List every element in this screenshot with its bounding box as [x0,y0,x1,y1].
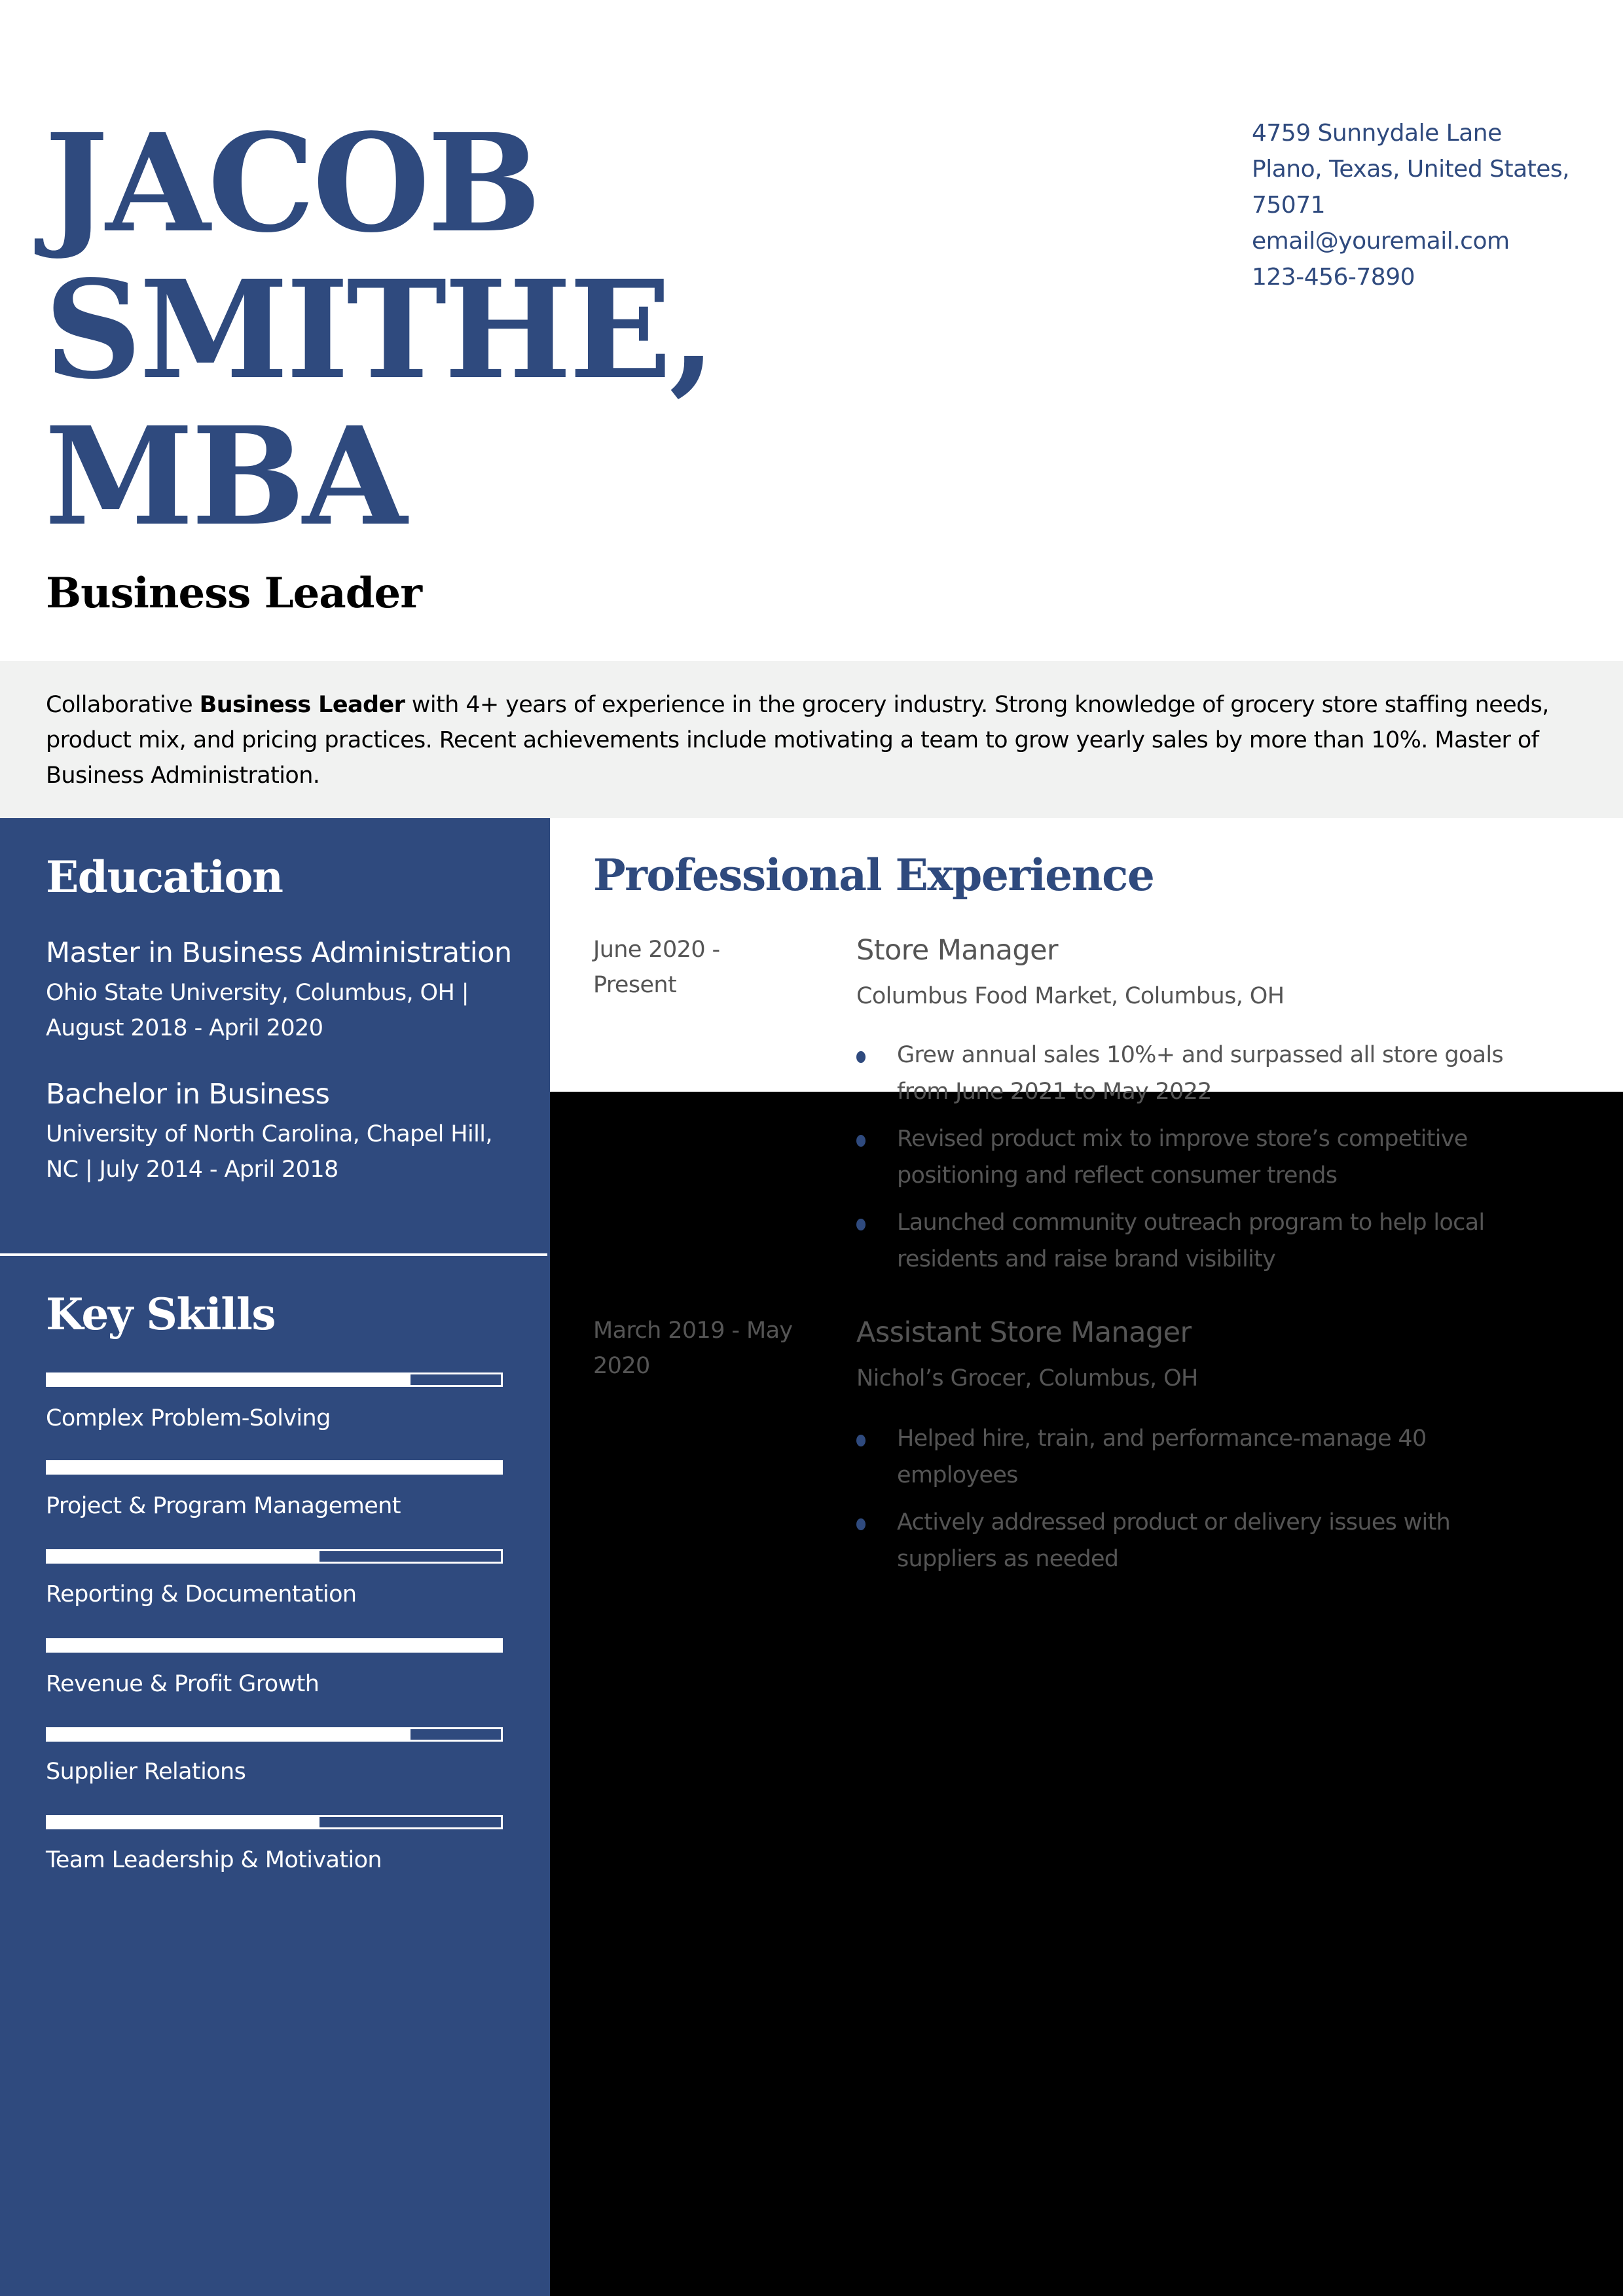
skill-label: Reporting & Documentation [46,1581,357,1607]
bullet-dot-icon [856,1219,866,1230]
skill-level-bar [46,1638,503,1653]
skill-level-bar [46,1372,503,1387]
main-column [550,818,1623,2296]
skill-label: Team Leadership & Motivation [46,1847,382,1873]
contact-block [1252,115,1592,295]
skill-level-fill [48,1640,501,1651]
job-company: Nichol’s Grocer, Columbus, OH [856,1365,1198,1391]
job-company: Columbus Food Market, Columbus, OH [856,983,1285,1009]
phone-number: 123-456-7890 [1252,264,1415,291]
skill-level-fill [48,1374,410,1385]
bullet-text: Grew annual sales 10%+ and surpassed all store goals from June 2021 to May 2022 [897,1042,1503,1105]
professional-summary [0,661,1623,818]
summary-highlight: Business Leader [199,692,405,718]
name-line-3: MBA [45,397,405,556]
address-line-1: 4759 Sunnydale Lane [1252,120,1502,147]
skill-label: Revenue & Profit Growth [46,1671,319,1697]
skill-level-fill [48,1817,319,1827]
bullet-text: Launched community outreach program to help local residents and raise brand visibility [897,1210,1485,1272]
skill-label: Project & Program Management [46,1493,401,1519]
name-line-1: JACOB [45,104,539,262]
bullet-item [856,1204,1550,1278]
bullet-dot-icon [856,1135,866,1147]
job-dates: June 2020 - Present [593,937,720,998]
sidebar-divider [0,1253,547,1256]
skill-level-bar [46,1727,503,1742]
email-link[interactable]: email@youremail.com [1252,228,1510,255]
bullet-item [856,1504,1550,1577]
skill-level-bar [46,1549,503,1564]
education-detail: University of North Carolina, Chapel Hill, NC | July 2014 - April 2018 [46,1121,492,1183]
bullet-item [856,1037,1550,1110]
education-detail: Ohio State University, Columbus, OH | August 2018 - April 2020 [46,980,469,1041]
job-dates: March 2019 - May 2020 [593,1318,793,1379]
bullet-text: Helped hire, train, and performance-manage 40 employees [897,1426,1427,1488]
education-degree: Bachelor in Business [46,1078,330,1111]
bullet-text: Actively addressed product or delivery issues with suppliers as needed [897,1509,1451,1572]
summary-text: with 4+ years of experience in the grocery industry. Strong knowledge of grocery store staffing needs, product mix, and pricing practices. Recent achievements include motivating a team to grow yearly sales by more than 10%. Master of Business Administration. [46,692,1549,789]
experience-heading: Professional Experience [593,850,1154,901]
resume-header [0,0,1623,661]
address-line-2: Plano, Texas, United States, [1252,156,1570,183]
skill-level-fill [48,1551,319,1562]
bullet-item [856,1121,1550,1194]
skill-label: Complex Problem-Solving [46,1405,331,1431]
bullet-text: Revised product mix to improve store’s competitive positioning and reflect consumer trends [897,1126,1468,1189]
name-line-2: SMITHE, [45,251,714,409]
bullet-dot-icon [856,1518,866,1530]
sidebar [0,818,550,2296]
skill-level-bar [46,1815,503,1829]
bullet-item [856,1420,1550,1494]
skill-label: Supplier Relations [46,1759,246,1785]
summary-prefix: Collaborative [46,692,200,718]
job-title: Business Leader [46,569,422,618]
job-bullets [856,1420,1550,1588]
job-role: Assistant Store Manager [856,1316,1192,1349]
education-heading: Education [46,852,283,903]
skill-level-fill [48,1462,501,1473]
skill-level-bar [46,1460,503,1475]
bullet-dot-icon [856,1051,866,1063]
address-zip: 75071 [1252,192,1326,219]
education-degree: Master in Business Administration [46,937,512,969]
skills-heading: Key Skills [46,1289,275,1340]
candidate-name [45,104,714,556]
bullet-dot-icon [856,1435,866,1446]
job-role: Store Manager [856,934,1059,967]
skill-level-fill [48,1729,410,1740]
job-bullets [856,1037,1550,1288]
